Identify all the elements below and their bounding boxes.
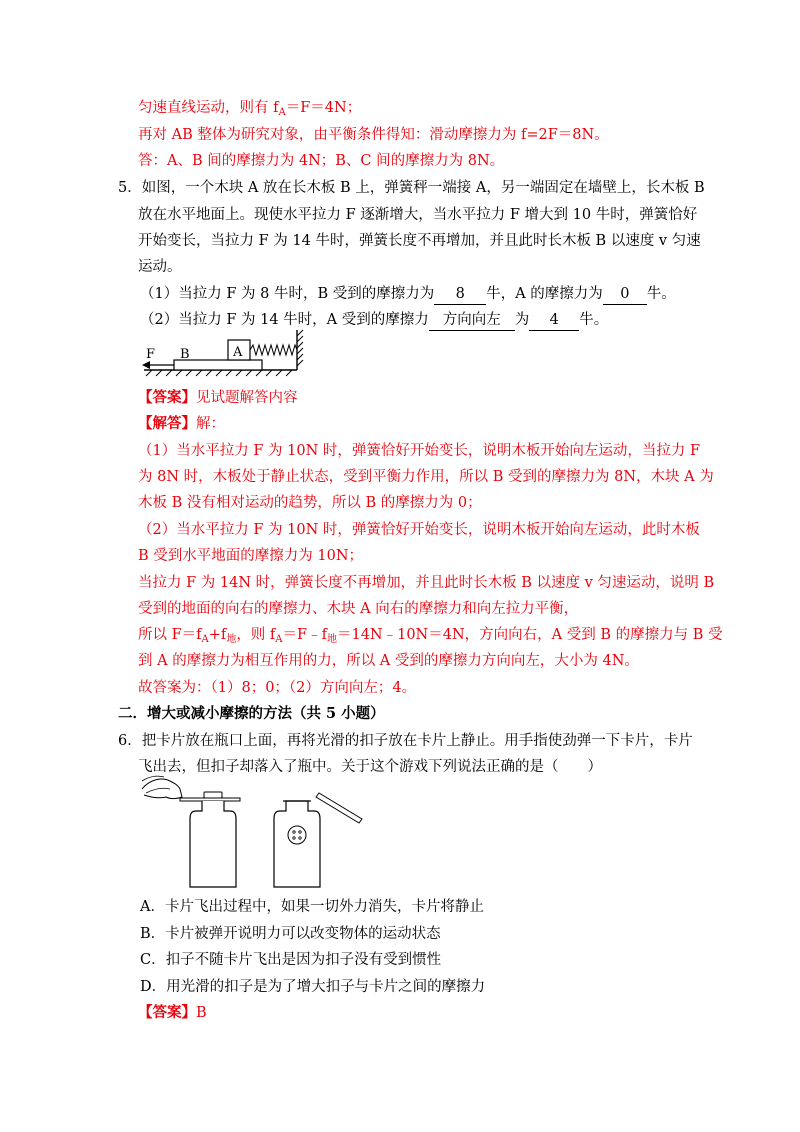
q5-sol-line-3: 木板 B 没有相对运动的趋势，所以 B 的摩擦力为 0； <box>138 495 482 511</box>
q5-sol-line-8: 所以 $F=f_A+f_地$，则 $f_A=F﹣f_地=14N﹣10N=4N$，方向向右，A 受到 B 的摩擦力与 B 受 <box>138 627 723 645</box>
q6-option-d: D．用光滑的扣子是为了增大扣子与卡片之间的摩擦力 <box>140 979 486 995</box>
button-in-bottle <box>288 826 306 844</box>
q5-stem-line-4: 运动。 <box>138 259 182 275</box>
button-on-card <box>204 792 222 798</box>
q5-sol-line-6: 当拉力 F 为 14N 时，弹簧长度不再增加，并且此时长木板 B 以速度 v 匀速运动，说明 B <box>138 575 715 591</box>
flying-card <box>316 793 362 823</box>
q5-sol-line-4: （2）当水平拉力 F 为 10N 时，弹簧恰好开始变长，说明木板开始向左运动，此时木板 <box>138 522 700 538</box>
q5-solution-tag: 【解答】解： <box>138 415 225 432</box>
ground-hatching <box>146 370 292 376</box>
q5-sol-line-7: 受到的地面的向右的摩擦力、木块 A 向右的摩擦力和向左拉力平衡， <box>138 601 579 617</box>
label-f: F <box>146 347 156 362</box>
arrow-head <box>142 361 150 369</box>
section-2-heading: 二．增大或减小摩擦的方法（共 5 小题） <box>118 705 385 722</box>
q5-part-1: （1）当拉力 F 为 8 牛时，B 受到的摩擦力为 8 牛，A 的摩擦力为 0 牛。 <box>140 284 676 305</box>
q5-part-1-blank-2: 0 <box>603 284 647 305</box>
prev-solution-line-2: 再对 AB 整体为研究对象，由平衡条件得知：滑动摩擦力为 f=2F＝8N。 <box>138 127 609 143</box>
prev-solution-line-1: 匀速直线运动，则有 $f_A=F=4N$； <box>138 100 362 118</box>
q6-option-b: B．卡片被弹开说明力可以改变物体的运动状态 <box>140 926 441 942</box>
prev-answer-line: 答：A、B 间的摩擦力为 4N；B、C 间的摩擦力为 8N。 <box>138 153 505 169</box>
q5-sol-line-5: B 受到水平地面的摩擦力为 10N； <box>138 548 364 564</box>
spring <box>250 345 297 355</box>
q6-option-c: C．扣子不随卡片飞出是因为扣子没有受到惯性 <box>140 952 442 968</box>
label-b: B <box>180 347 190 362</box>
q5-figure <box>140 328 310 382</box>
q5-stem-line-2: 放在水平地面上。现使水平拉力 F 逐渐增大，当水平拉力 F 增大到 10 牛时，弹簧恰好 <box>138 207 698 223</box>
q5-stem-line-3: 开始变长，当拉力 F 为 14 牛时，弹簧长度不再增加，并且此时长木板 B 以速度 v 匀速 <box>138 233 701 249</box>
q5-sol-line-10: 故答案为：（1）8；0；（2）方向向左；4。 <box>138 680 417 696</box>
wall-hatching <box>297 330 303 366</box>
q5-part-2: （2）当拉力 F 为 14 牛时，A 受到的摩擦力 方向向左 为 4 牛。 <box>140 310 608 331</box>
q6-figure <box>140 775 365 890</box>
q5-stem-line-1: 5．如图，一个木块 A 放在长木板 B 上，弹簧秤一端接 A，另一端固定在墙壁上，长木板 B <box>118 180 705 196</box>
q6-stem-line-1: 6．把卡片放在瓶口上面，再将光滑的扣子放在卡片上静止。用手指使劲弹一下卡片，卡片 <box>118 733 693 749</box>
label-a: A <box>233 345 243 360</box>
q6-answer: 【答案】B <box>138 1004 207 1021</box>
q5-sol-line-9: 到 A 的摩擦力为相互作用的力，所以 A 受到的摩擦力方向向左，大小为 4N。 <box>138 653 639 669</box>
q5-part-2-blank-2: 4 <box>529 310 579 331</box>
q6-stem-line-2: 飞出去，但扣子却落入了瓶中。关于这个游戏下列说法正确的是（ ） <box>138 759 602 775</box>
q5-part-1-blank-1: 8 <box>434 284 486 305</box>
q5-sol-line-1: （1）当水平拉力 F 为 10N 时，弹簧恰好开始变长，说明木板开始向左运动，当拉力 F <box>138 443 701 459</box>
q5-sol-line-2: 为 8N 时，木板处于静止状态，受到平衡力作用，所以 B 受到的摩擦力为 8N，木块 A 为 <box>138 469 714 485</box>
q6-option-a: A．卡片飞出过程中，如果一切外力消失，卡片将静止 <box>140 899 484 915</box>
bottle-left <box>190 801 236 887</box>
hand-icon <box>142 779 182 798</box>
q5-part-2-blank-1: 方向向左 <box>429 310 515 331</box>
q5-answer: 【答案】见试题解答内容 <box>138 389 298 406</box>
